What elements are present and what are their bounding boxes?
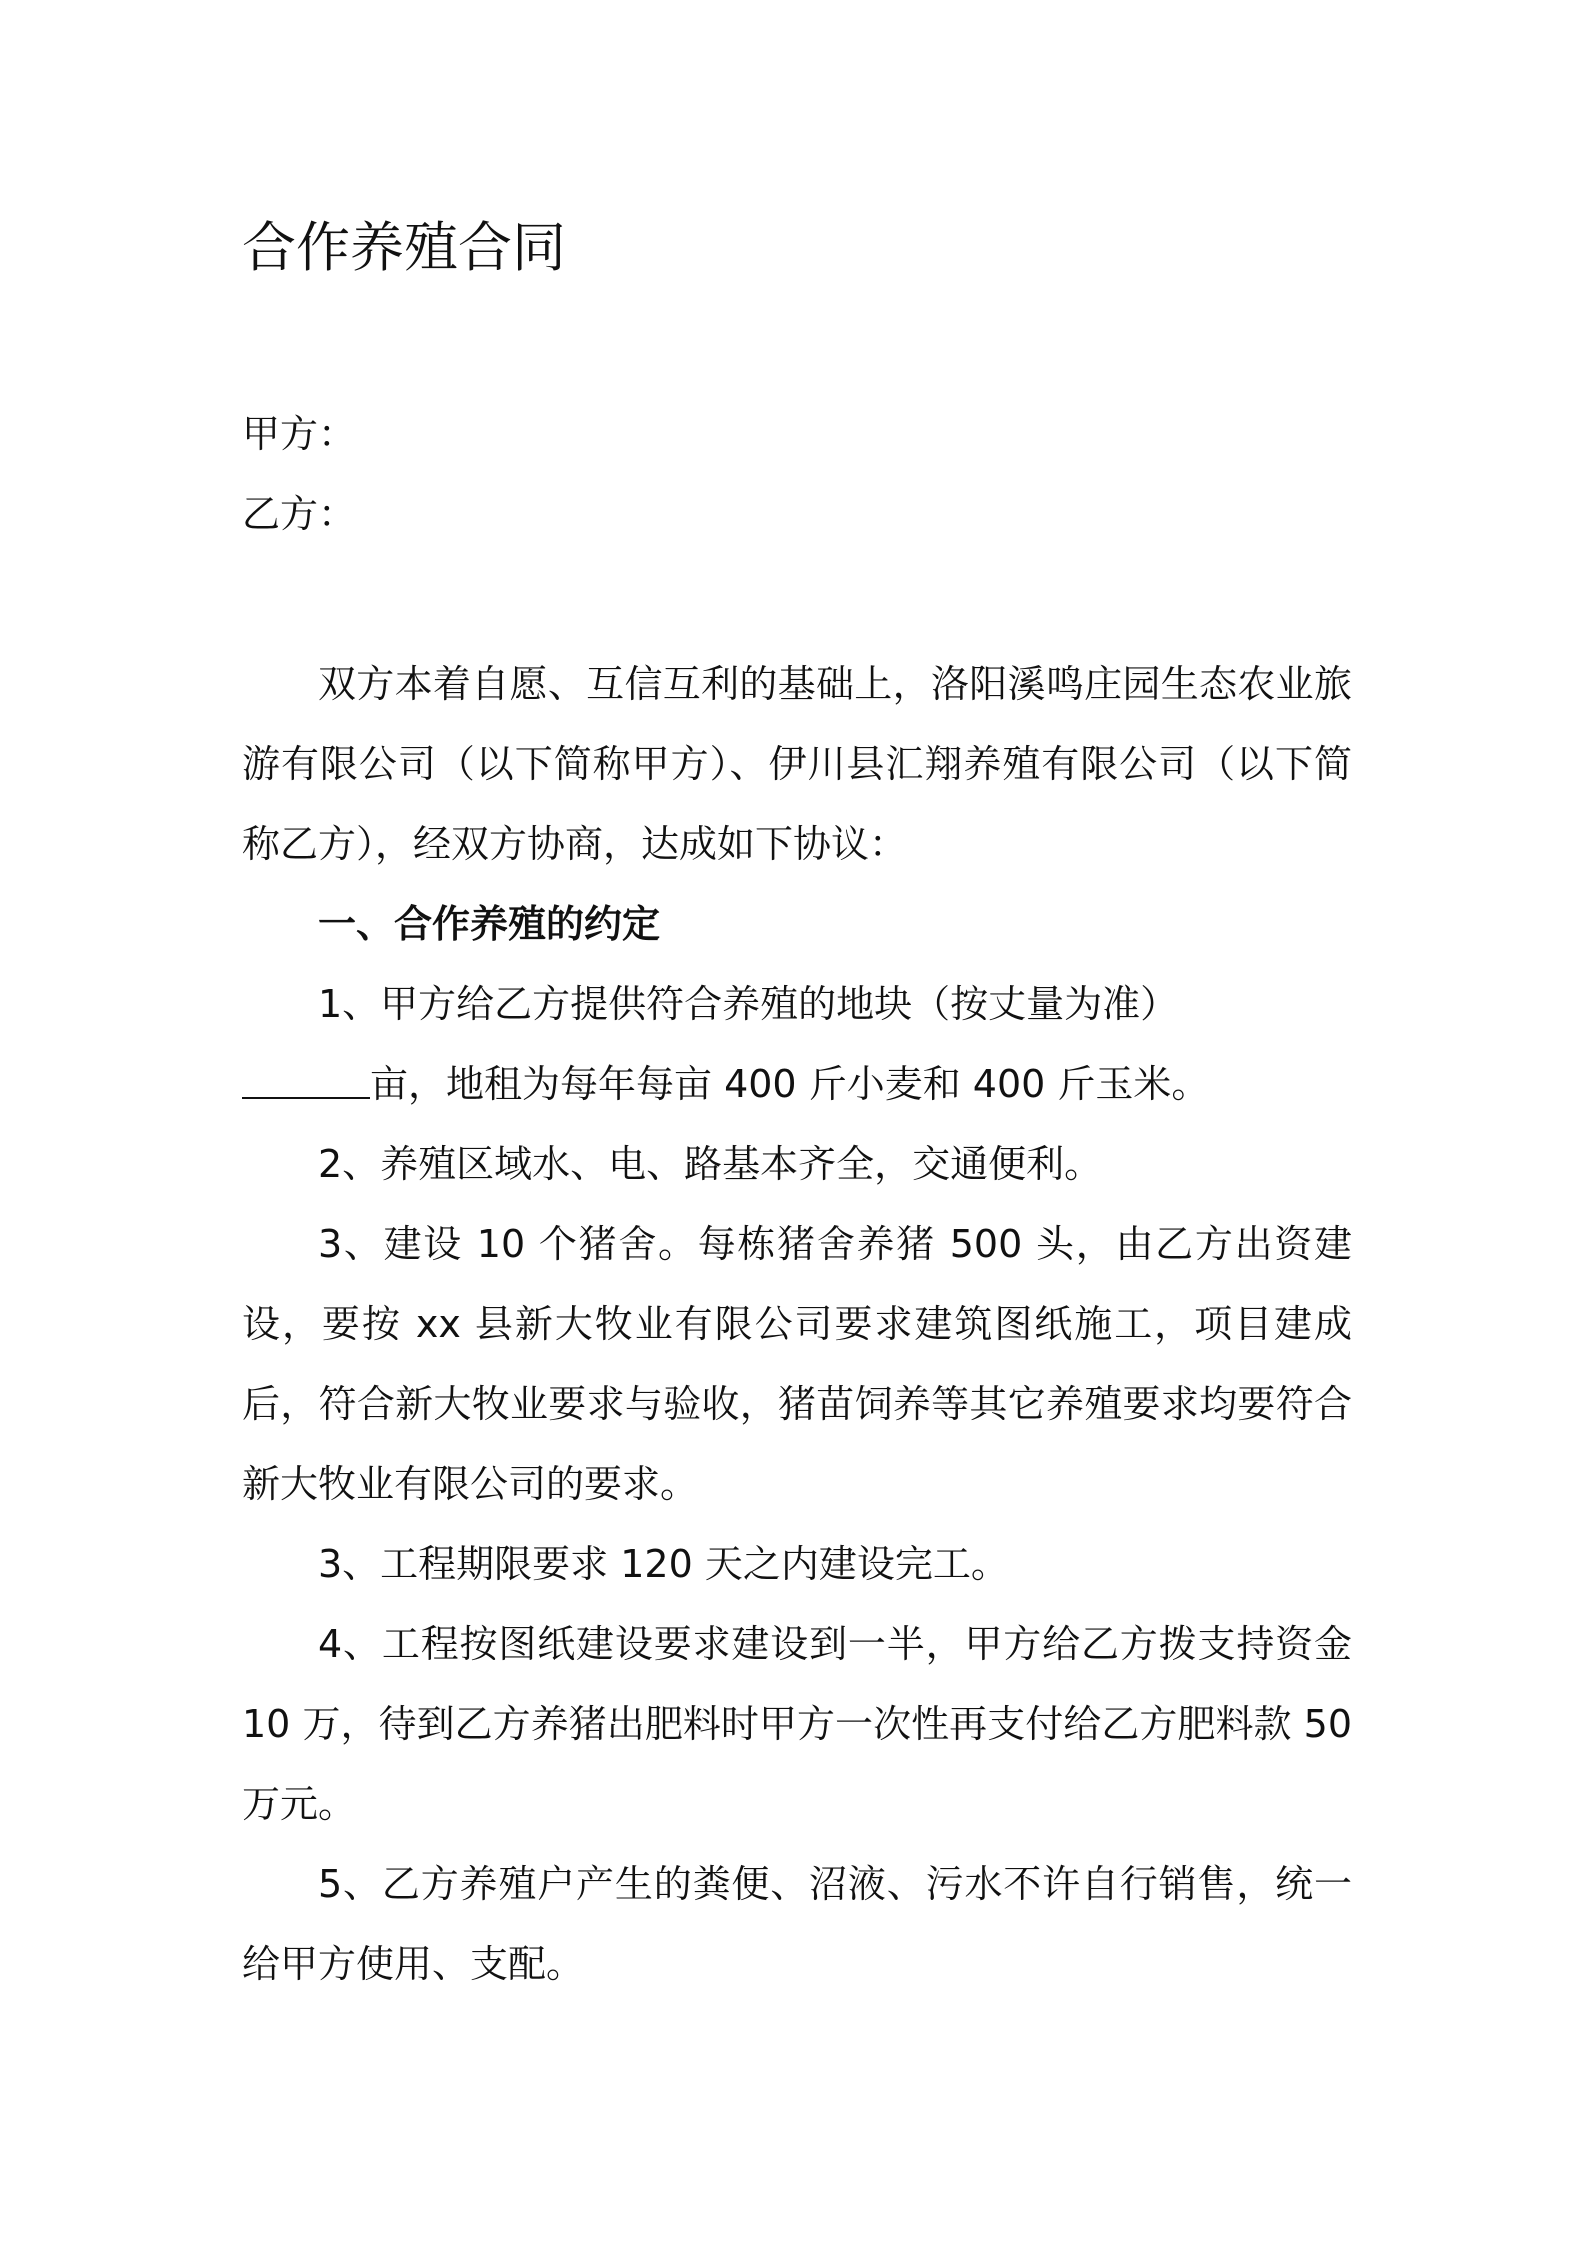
party-a-label: 甲方：: [242, 412, 357, 456]
document-title: 合作养殖合同: [242, 216, 566, 279]
clause-1-line-2-text: 亩，地租为每年每亩 400 斤小麦和 400 斤玉米。: [370, 1062, 1210, 1106]
clause-1-line-2: [242, 1044, 1352, 1124]
clause-3-pigsty: 3、建设 10 个猪舍。每栋猪舍养猪 500 头，由乙方出资建设，要按 xx 县新大牧业有限公司要求建筑图纸施工，项目建成后，符合新大牧业要求与验收，猪苗饲养等其它养殖要求均要符合新大牧业有限公司的要求。: [242, 1222, 1352, 1506]
area-blank-line: [242, 1063, 370, 1099]
clause-5: 5、乙方养殖户产生的粪便、沼液、污水不许自行销售，统一给甲方使用、支配。: [242, 1862, 1352, 1986]
document-body: [242, 644, 1352, 2004]
section-heading-cooperation: 一、合作养殖的约定: [318, 902, 661, 946]
clause-2: 2、养殖区域水、电、路基本齐全，交通便利。: [318, 1142, 1103, 1186]
party-b-label: 乙方：: [242, 492, 357, 536]
clause-1-line-1: 1、甲方给乙方提供符合养殖的地块（按丈量为准）: [318, 982, 1179, 1026]
intro-paragraph: 双方本着自愿、互信互利的基础上，洛阳溪鸣庄园生态农业旅游有限公司（以下简称甲方）、伊川县汇翔养殖有限公司（以下简称乙方），经双方协商，达成如下协议：: [242, 662, 1352, 866]
clause-4: 4、工程按图纸建设要求建设到一半，甲方给乙方拨支持资金 10 万，待到乙方养猪出肥料时甲方一次性再支付给乙方肥料款 50 万元。: [242, 1622, 1352, 1826]
clause-3-deadline: 3、工程期限要求 120 天之内建设完工。: [318, 1542, 1009, 1586]
